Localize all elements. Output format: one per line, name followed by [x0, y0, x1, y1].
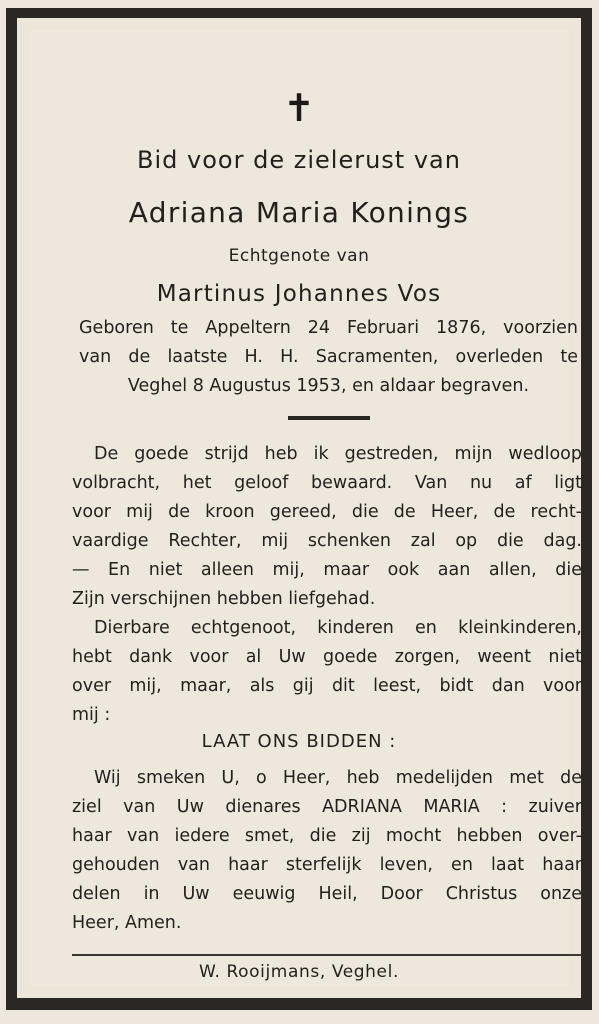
- verse: [72, 440, 582, 614]
- printer-credit: W. Rooijmans, Veghel.: [199, 962, 399, 982]
- cross-icon: ✝: [283, 86, 315, 130]
- verse-line: Zijn verschijnen hebben liefgehad.: [72, 589, 376, 609]
- verse-line: voor mij de kroon gereed, die de Heer, de recht-: [72, 502, 582, 522]
- farewell-line: over mij, maar, als gij dit leest, bidt dan voor: [72, 676, 582, 696]
- farewell-line: hebt dank voor al Uw goede zorgen, weent niet: [72, 647, 582, 667]
- prayer-line: Heer, Amen.: [72, 913, 182, 933]
- farewell-line: mij :: [72, 705, 111, 725]
- footer-rule: [72, 954, 582, 956]
- spouse-label: Echtgenote van: [228, 246, 370, 266]
- farewell: [72, 614, 582, 730]
- biography: [79, 314, 578, 401]
- verse-line: vaardige Rechter, mij schenken zal op die dag.: [72, 531, 582, 551]
- verse-line: — En niet alleen mij, maar ook aan allen, die: [72, 560, 582, 580]
- divider: [288, 416, 370, 420]
- bio-line: van de laatste H. H. Sacramenten, overleden te: [79, 347, 578, 367]
- prayer-line: gehouden van haar sterfelijk leven, en laat haar: [72, 855, 582, 875]
- pray-line: Bid voor de zielerust van: [137, 146, 461, 174]
- spouse-name: Martinus Johannes Vos: [156, 281, 442, 307]
- prayer-heading: LAAT ONS BIDDEN :: [201, 731, 397, 752]
- bio-line: Veghel 8 Augustus 1953, en aldaar begraven.: [127, 376, 530, 396]
- prayer-line: haar van iedere smet, die zij mocht hebben over-: [72, 826, 582, 846]
- prayer-line: delen in Uw eeuwig Heil, Door Christus onze: [72, 884, 582, 904]
- mourning-border: [6, 8, 592, 1010]
- deceased-name: Adriana Maria Konings: [128, 196, 470, 229]
- card-content: [29, 30, 582, 986]
- prayer: [72, 764, 582, 938]
- prayer-line: ziel van Uw dienares ADRIANA MARIA : zuiver: [72, 797, 582, 817]
- farewell-line: Dierbare echtgenoot, kinderen en kleinkinderen,: [94, 618, 582, 638]
- bio-line: Geboren te Appeltern 24 Februari 1876, voorzien: [79, 318, 578, 338]
- verse-line: De goede strijd heb ik gestreden, mijn wedloop: [94, 444, 582, 464]
- prayer-line: Wij smeken U, o Heer, heb medelijden met de: [94, 768, 582, 788]
- verse-line: volbracht, het geloof bewaard. Van nu af ligt: [72, 473, 582, 493]
